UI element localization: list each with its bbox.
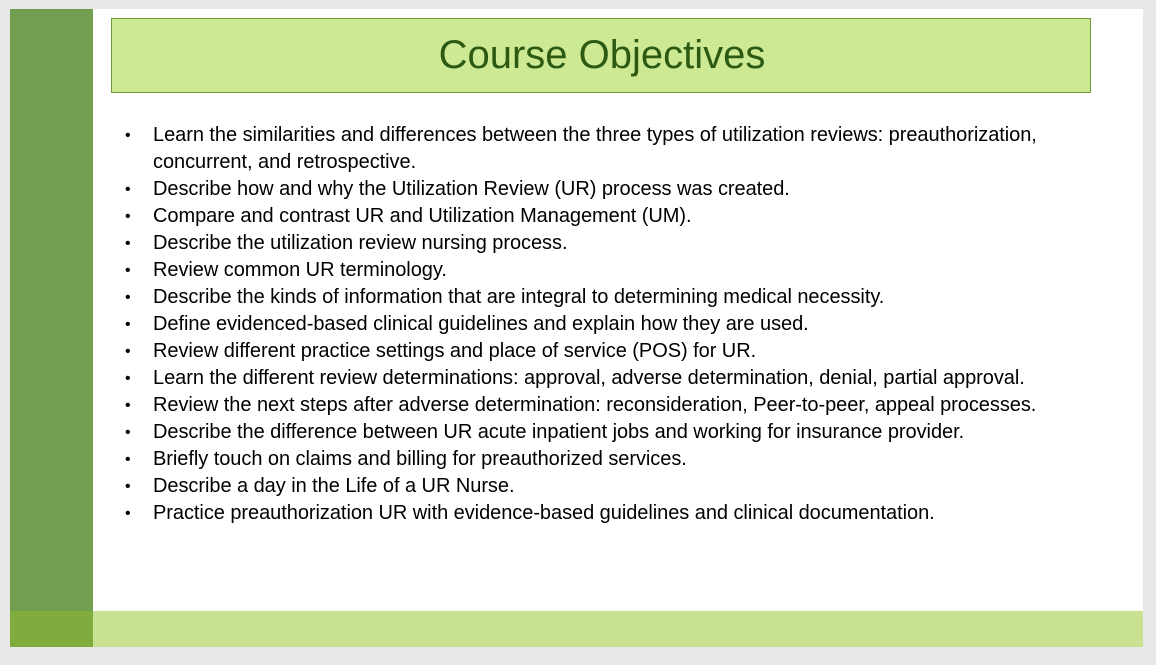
slide bbox=[10, 9, 1143, 647]
objective-text: Describe the utilization review nursing process. bbox=[153, 232, 568, 254]
objective-item bbox=[125, 230, 1135, 257]
objective-item bbox=[125, 392, 1135, 419]
objective-item bbox=[125, 419, 1135, 446]
objective-item bbox=[125, 311, 1135, 338]
objective-item bbox=[125, 176, 1135, 203]
objective-item bbox=[125, 365, 1135, 392]
title-box bbox=[111, 18, 1091, 93]
objective-text: Practice preauthorization UR with evidence-based guidelines and clinical documentation. bbox=[153, 502, 935, 524]
bullet-icon: • bbox=[125, 505, 131, 522]
bullet-icon: • bbox=[125, 316, 131, 333]
objective-text: Review the next steps after adverse determination: reconsideration, Peer-to-peer, appeal processes. bbox=[153, 394, 1037, 416]
objective-text: Learn the different review determinations: approval, adverse determination, denial, partial approval. bbox=[153, 367, 1025, 389]
bullet-icon: • bbox=[125, 451, 131, 468]
bullet-icon: • bbox=[125, 478, 131, 495]
objective-text: Describe how and why the Utilization Review (UR) process was created. bbox=[153, 178, 790, 200]
bullet-icon: • bbox=[125, 289, 131, 306]
objective-text: Describe the difference between UR acute inpatient jobs and working for insurance provider. bbox=[153, 421, 965, 443]
bullet-icon: • bbox=[125, 235, 131, 252]
objective-item bbox=[125, 203, 1135, 230]
bullet-icon: • bbox=[125, 181, 131, 198]
objective-item bbox=[125, 473, 1135, 500]
objective-text: Review different practice settings and place of service (POS) for UR. bbox=[153, 340, 757, 362]
objective-item bbox=[125, 446, 1135, 473]
bullet-icon: • bbox=[125, 127, 131, 144]
objective-item bbox=[125, 338, 1135, 365]
bullet-icon: • bbox=[125, 370, 131, 387]
side-accent-bar bbox=[10, 9, 93, 611]
bullet-icon: • bbox=[125, 343, 131, 360]
objective-text: Compare and contrast UR and Utilization Management (UM). bbox=[153, 205, 692, 227]
bottom-accent-band bbox=[10, 611, 1143, 647]
objective-text: Review common UR terminology. bbox=[153, 259, 447, 281]
bullet-icon: • bbox=[125, 397, 131, 414]
bullet-icon: • bbox=[125, 424, 131, 441]
objective-item bbox=[125, 257, 1135, 284]
objective-item bbox=[125, 284, 1135, 311]
objective-item bbox=[125, 500, 1135, 527]
objective-text: Briefly touch on claims and billing for preauthorized services. bbox=[153, 448, 687, 470]
slide-title: Course Objectives bbox=[438, 33, 766, 77]
objectives-list bbox=[125, 122, 1135, 527]
bottom-corner-accent bbox=[10, 611, 93, 647]
objective-text: Describe the kinds of information that are integral to determining medical necessity. bbox=[153, 286, 885, 308]
bullet-icon: • bbox=[125, 208, 131, 225]
objective-item bbox=[125, 122, 1135, 176]
objective-text: Learn the similarities and differences between the three types of utilization reviews: preauthorization, concurrent, and retrospective. bbox=[153, 124, 1037, 173]
objective-text: Describe a day in the Life of a UR Nurse. bbox=[153, 475, 515, 497]
bullet-icon: • bbox=[125, 262, 131, 279]
objective-text: Define evidenced-based clinical guidelines and explain how they are used. bbox=[153, 313, 809, 335]
